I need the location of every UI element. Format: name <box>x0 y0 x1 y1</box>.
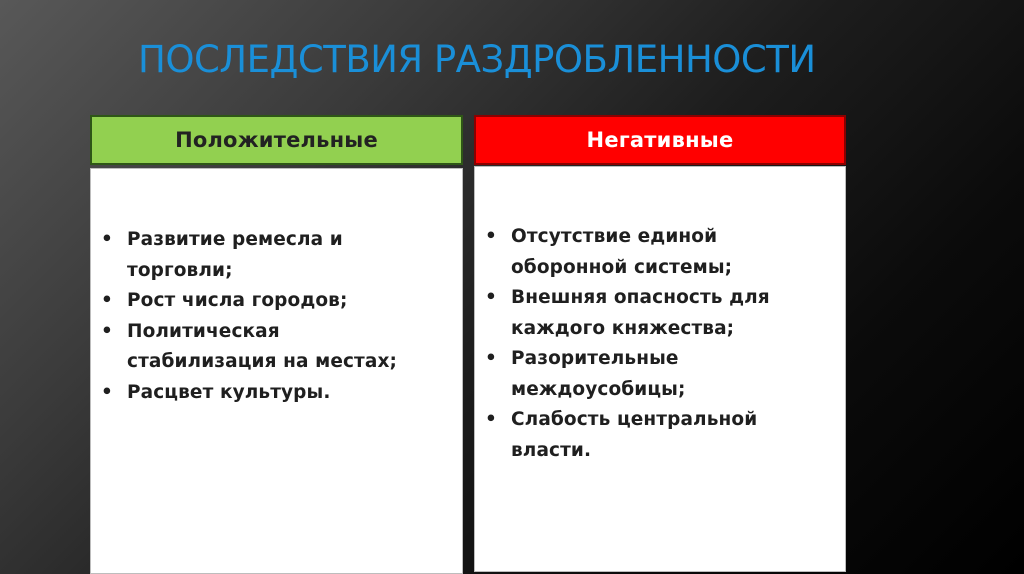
list-item-line: каждого княжества; <box>511 317 735 339</box>
negative-header: Негативные <box>474 115 846 165</box>
bullet-icon: • <box>101 229 113 250</box>
list-item <box>475 405 835 466</box>
list-item-line: Слабость центральной <box>511 409 758 430</box>
list-item-line: стабилизация на местах; <box>127 351 397 372</box>
list-item-line: Внешняя опасность для <box>511 287 770 308</box>
negative-column <box>474 115 846 572</box>
list-item-line: междоусобицы; <box>511 378 686 400</box>
bullet-icon: • <box>485 348 497 369</box>
list-item <box>475 283 835 344</box>
bullet-icon: • <box>101 381 113 403</box>
list-item <box>475 222 835 283</box>
positive-column <box>90 115 463 574</box>
negative-body <box>474 166 846 572</box>
slide-title: ПОСЛЕДСТВИЯ РАЗДРОБЛЕННОСТИ <box>138 38 816 81</box>
list-item-line: Отсутствие единой <box>511 226 718 247</box>
list-item-line: торговли; <box>127 259 233 281</box>
negative-list <box>475 222 845 466</box>
positive-list <box>91 225 462 408</box>
positive-header: Положительные <box>90 115 463 165</box>
list-item-line: Рост числа городов; <box>127 290 348 311</box>
list-item <box>91 225 452 286</box>
list-item-line: Развитие ремесла и <box>127 229 343 250</box>
list-item-line: Политическая <box>127 320 280 342</box>
bullet-icon: • <box>485 226 497 247</box>
positive-body <box>90 168 463 574</box>
list-item-line: оборонной системы; <box>511 256 733 278</box>
bullet-icon: • <box>485 287 497 308</box>
bullet-icon: • <box>485 409 497 430</box>
list-item-line: Разорительные <box>511 348 679 369</box>
list-item <box>91 378 452 409</box>
list-item <box>91 286 452 317</box>
list-item-line: власти. <box>511 439 592 461</box>
bullet-icon: • <box>101 290 113 311</box>
list-item-line: Расцвет культуры. <box>127 381 331 403</box>
list-item <box>91 317 452 378</box>
bullet-icon: • <box>101 320 113 342</box>
list-item <box>475 344 835 405</box>
